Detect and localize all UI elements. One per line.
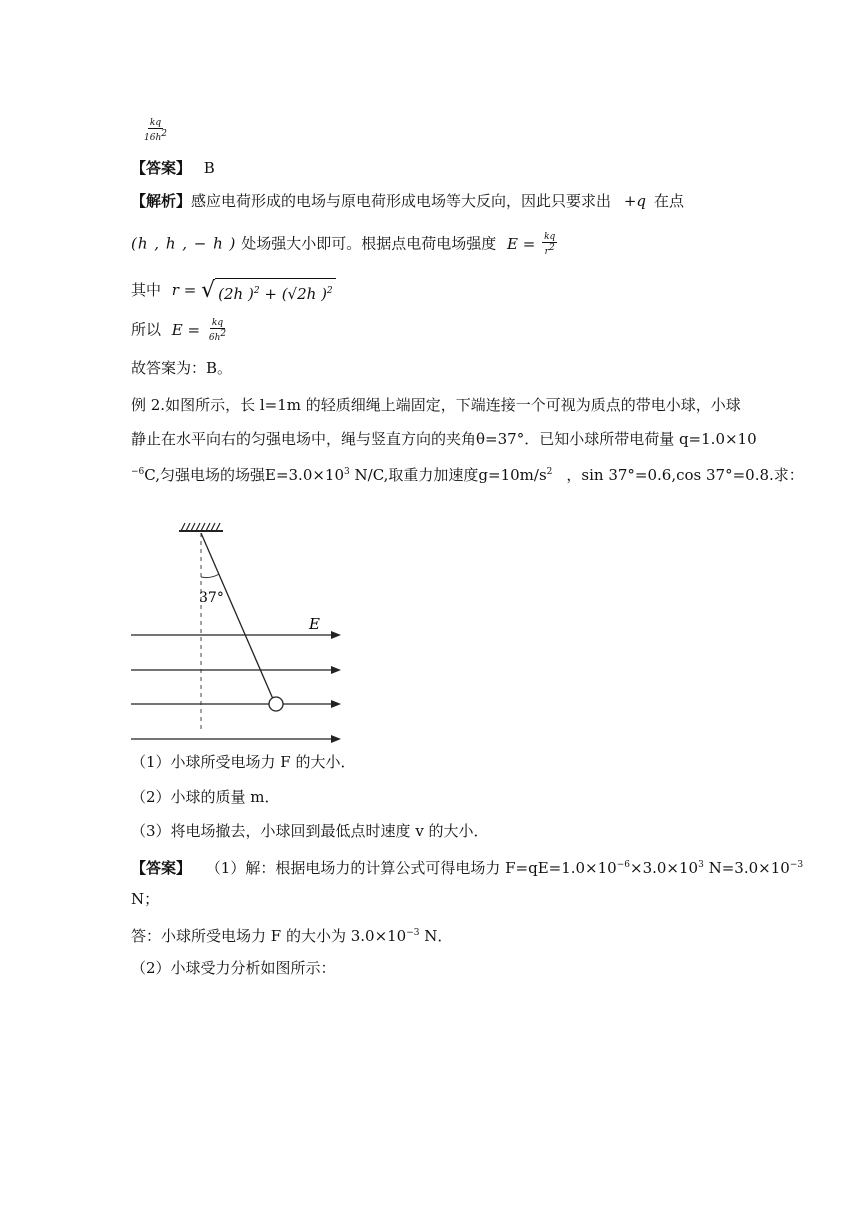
analysis-text-1-end: 在点 [653, 192, 684, 210]
example2-text-3c: ，sin 37°=0.6,cos 37°=0.8.求： [566, 466, 804, 484]
sqrt-expression: √ (2ℎ )$^2$ + (√2ℎ )$^2$ [201, 278, 336, 304]
charge-symbol: +q [623, 192, 646, 210]
answer2-line-1 [131, 855, 803, 878]
e2-den: 6ℎ [208, 333, 221, 343]
answer2-exp-2: 3 [698, 860, 704, 870]
angle-arc [201, 574, 219, 578]
r-term-a: (2ℎ ) [218, 285, 254, 303]
so-label: 所以 [131, 320, 162, 339]
e-formula-lhs: E = [506, 234, 536, 253]
r-lhs: r = [171, 281, 197, 299]
e2-lhs: E = [171, 320, 201, 339]
example2-line-1: 例 2.如图所示，长 l=1m 的轻质细绳上端固定，下端连接一个可视为质点的带电小球，小球 [131, 396, 741, 414]
answer-label: 【答案】 [131, 159, 192, 177]
field-label: E [309, 615, 320, 633]
answer-line-1 [131, 158, 215, 178]
answer2-exp-1: −6 [616, 860, 630, 870]
e-formula-den: r [544, 247, 549, 257]
example2-line-3 [131, 462, 804, 485]
analysis-label: 【解析】 [131, 192, 192, 210]
reply-text-b: N． [419, 927, 453, 945]
reply-text-a: 答：小球所受电场力 F 的大小为 3.0×10 [131, 927, 407, 945]
reply-exp: −3 [406, 928, 420, 938]
example2-exp-1: −6 [131, 467, 145, 477]
answer2-text-b: ×3.0×10 [630, 859, 699, 877]
e-formula-num: kq [544, 232, 556, 242]
reply-line [131, 923, 452, 946]
example2-line-2: 静止在水平向右的匀强电场中，绳与竖直方向的夹角θ=37°．已知小球所带电荷量 q=1.0×10 [131, 430, 757, 448]
question-3: （3）将电场撤去，小球回到最低点时速度 v 的大小． [131, 822, 489, 840]
analysis-line-3 [131, 278, 336, 304]
example2-exp-3: 2 [546, 467, 553, 477]
answer2-line-2: N； [131, 890, 160, 908]
answer-value: B [203, 159, 215, 177]
part2-line: （2）小球受力分析如图所示： [131, 959, 336, 977]
field-lines [131, 635, 335, 739]
answer2-exp-3: −3 [789, 860, 804, 870]
example2-text-3: C,匀强电场的场强E=3.0×10 [144, 466, 345, 484]
angle-label: 37° [199, 590, 224, 606]
string-line [201, 533, 273, 699]
answer2-text-c: N=3.0×10 [703, 859, 790, 877]
question-2: （2）小球的质量 m． [131, 788, 280, 806]
analysis-line-4: 所以 E = $\frac{kq}{6ℎ^2}$ [131, 318, 227, 343]
analysis-text-2: 处场强大小即可。根据点电荷电场强度 [241, 234, 497, 253]
r-plus: + [264, 285, 277, 303]
analysis-line-1 [131, 191, 684, 211]
analysis-text-1: 感应电荷形成的电场与原电荷形成电场等大反向，因此只要求出 [191, 192, 612, 210]
field-arrowheads [331, 631, 341, 743]
conclusion-line: 故答案为：B。 [131, 359, 233, 377]
charged-ball [269, 697, 283, 711]
where-label: 其中 [131, 281, 162, 299]
question-1: （1）小球所受电场力 F 的大小． [131, 753, 356, 771]
pendulum-field-diagram [131, 515, 351, 745]
ceiling-hatch [181, 523, 220, 531]
example2-text-3b: N/C,取重力加速度g=10m/s [349, 466, 547, 484]
analysis-line-2: (ℎ , ℎ , − ℎ ) 处场强大小即可。根据点电荷电场强度 E = $\frac{kq}{r^2}$ [131, 232, 556, 257]
r-term-b: (√2ℎ ) [281, 285, 327, 303]
answer2-label: 【答案】 [131, 859, 192, 877]
top-fraction-num: kq [149, 118, 162, 128]
top-fraction-den: 16ℎ [144, 133, 162, 143]
e2-num: kq [211, 318, 224, 328]
answer2-text-a: （1）解：根据电场力的计算公式可得电场力 F=qE=1.0×10 [205, 859, 617, 877]
point-coords: (ℎ , ℎ , − ℎ ) [131, 234, 237, 253]
example2-exp-2: 3 [344, 467, 350, 477]
top-fraction: $\frac{kq}{16ℎ^2}$ [144, 118, 167, 143]
